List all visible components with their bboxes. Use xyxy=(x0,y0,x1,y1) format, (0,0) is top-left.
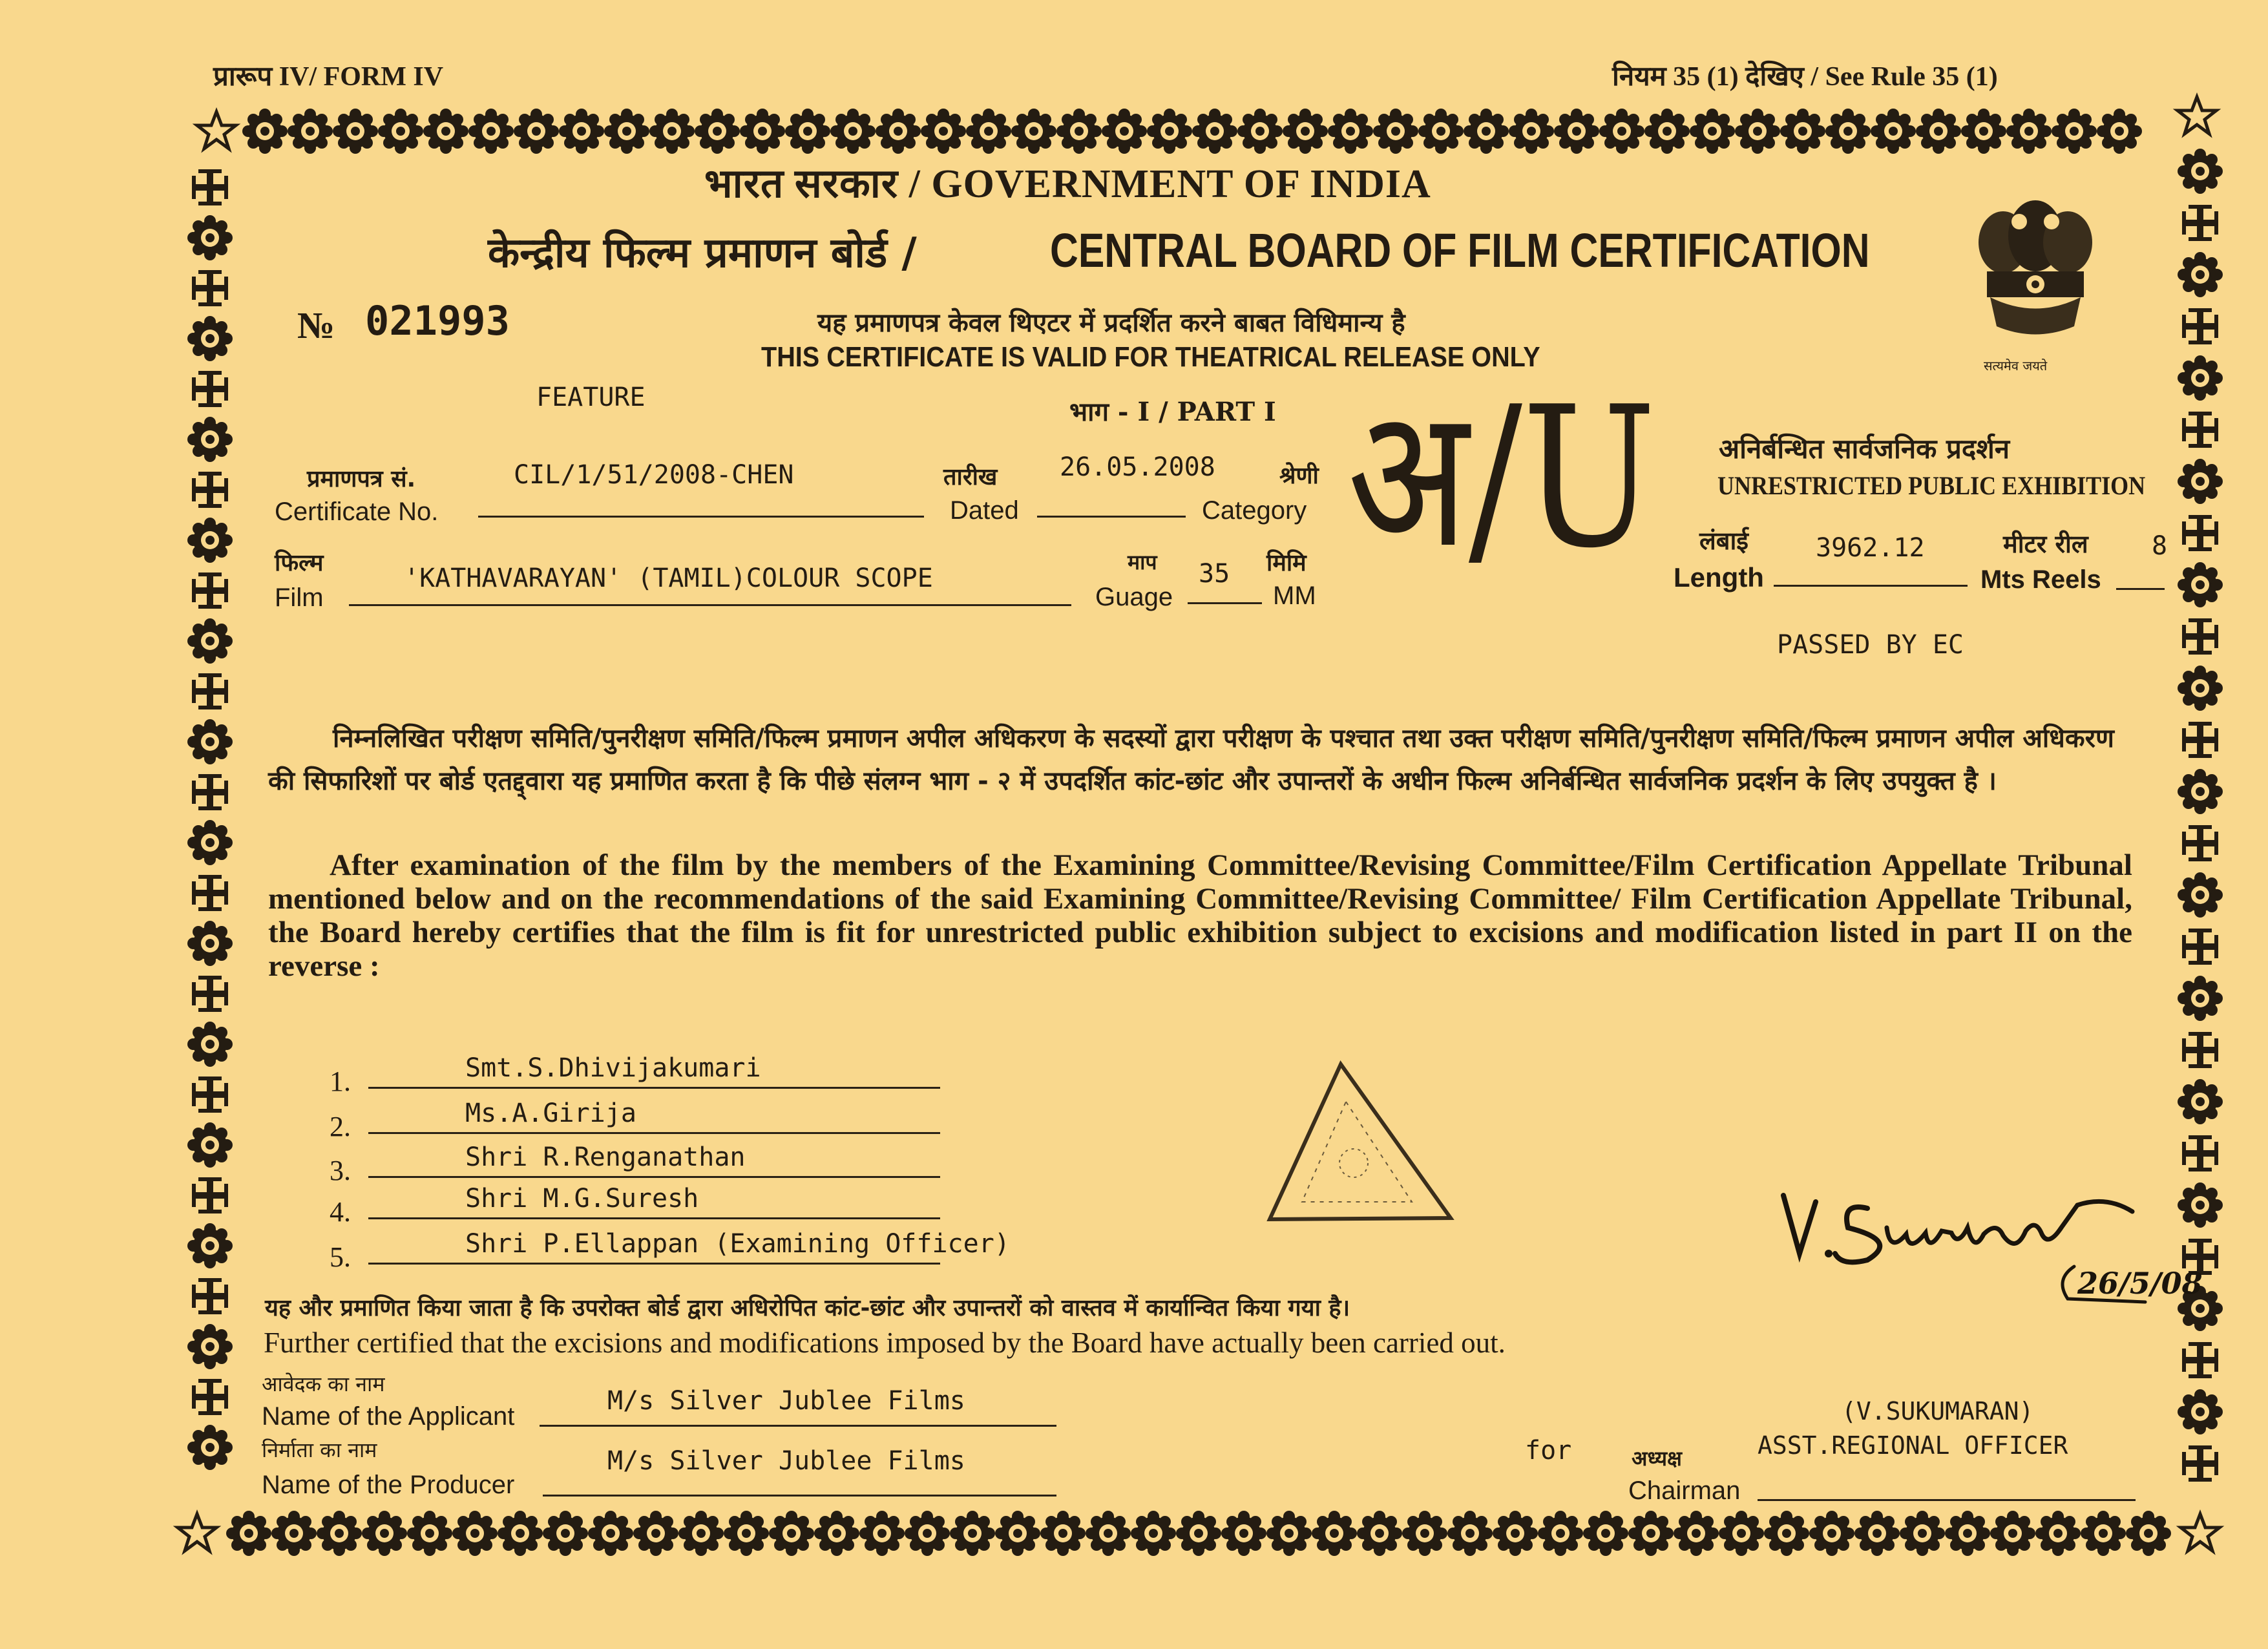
border-flower-icon xyxy=(407,1511,452,1556)
border-flower-icon xyxy=(2052,109,2097,154)
border-flower-icon xyxy=(921,109,966,154)
border-flower-icon xyxy=(2081,1511,2126,1556)
border-cross-icon xyxy=(2182,308,2218,344)
border-star-icon xyxy=(2178,97,2216,134)
validity-english: THIS CERTIFICATE IS VALID FOR THEATRICAL RELEASE ONLY xyxy=(761,341,1540,373)
border-flower-icon xyxy=(1825,109,1871,154)
border-flower-icon xyxy=(1900,1511,1945,1556)
border-flower-icon xyxy=(1402,1511,1447,1556)
government-title: भारत सरकार / GOVERNMENT OF INDIA xyxy=(704,162,1431,206)
member-number: 3. xyxy=(330,1155,351,1186)
certificate-no-value: CIL/1/51/2008-CHEN xyxy=(514,460,794,490)
border-flower-icon xyxy=(1312,1511,1357,1556)
border-flower-icon xyxy=(362,1511,407,1556)
border-flower-icon xyxy=(1509,109,1554,154)
border-flower-icon xyxy=(2006,109,2052,154)
border-flower-icon xyxy=(187,518,233,563)
gauge-value: 35 xyxy=(1199,559,1230,589)
border-flower-icon xyxy=(1990,1511,2035,1556)
border-flower-icon xyxy=(1011,109,1056,154)
member-name: Shri R.Renganathan xyxy=(465,1142,746,1172)
exhibition-english: UNRESTRICTED PUBLIC EXHIBITION xyxy=(1717,471,2146,500)
border-flower-icon xyxy=(1554,109,1599,154)
border-cross-icon xyxy=(192,673,228,709)
border-flower-icon xyxy=(1780,109,1825,154)
border-flower-icon xyxy=(1086,1511,1131,1556)
national-emblem-icon xyxy=(1964,191,2106,378)
border-cross-icon xyxy=(192,572,228,609)
border-flower-icon xyxy=(1583,1511,1628,1556)
member-number: 4. xyxy=(330,1196,351,1228)
border-cross-icon xyxy=(2182,205,2218,241)
border-flower-icon xyxy=(588,1511,633,1556)
gauge-label-english: Guage xyxy=(1095,583,1173,611)
border-flower-icon xyxy=(1599,109,1644,154)
border-flower-icon xyxy=(1945,1511,1990,1556)
film-value: 'KATHAVARAYAN' (TAMIL)COLOUR SCOPE xyxy=(404,563,933,593)
border-flower-icon xyxy=(2178,872,2223,918)
reels-value: 8 xyxy=(2152,531,2168,561)
member-number: 5. xyxy=(330,1241,351,1273)
triangle-stamp-icon xyxy=(1263,1056,1457,1228)
border-flower-icon xyxy=(1328,109,1373,154)
border-flower-icon xyxy=(769,1511,814,1556)
border-flower-icon xyxy=(2178,666,2223,711)
border-cross-icon xyxy=(2182,722,2218,758)
border-flower-icon xyxy=(740,109,785,154)
category-label-english: Category xyxy=(1202,496,1307,525)
border-flower-icon xyxy=(649,109,695,154)
rule-label: नियम 35 (1) देखिए / See Rule 35 (1) xyxy=(1612,62,1998,92)
member-number: 2. xyxy=(330,1111,351,1142)
border-flower-icon xyxy=(452,1511,498,1556)
length-label-english: Length xyxy=(1674,562,1764,593)
form-label: प्रारूप IV/ FORM IV xyxy=(213,62,444,92)
border-flower-icon xyxy=(2178,355,2223,401)
border-flower-icon xyxy=(1690,109,1735,154)
dated-value: 26.05.2008 xyxy=(1060,452,1215,482)
border-flower-icon xyxy=(1131,1511,1176,1556)
member-number: 1. xyxy=(330,1066,351,1097)
border-flower-icon xyxy=(333,109,378,154)
border-flower-icon xyxy=(2178,562,2223,607)
border-flower-icon xyxy=(242,109,288,154)
border-cross-icon xyxy=(192,1278,228,1314)
border-flower-icon xyxy=(1719,1511,1764,1556)
border-cross-icon xyxy=(192,774,228,810)
border-flower-icon xyxy=(785,109,830,154)
member-name: Shri M.G.Suresh xyxy=(465,1184,699,1213)
part-label: भाग - I / PART I xyxy=(1069,397,1276,427)
certificate-no-label-hindi: प्रमाणपत्र सं. xyxy=(307,466,416,492)
border-flower-icon xyxy=(187,921,233,966)
svg-text:26/5/08: 26/5/08 xyxy=(2077,1266,2203,1301)
border-flower-icon xyxy=(1221,1511,1266,1556)
border-flower-icon xyxy=(1674,1511,1719,1556)
border-flower-icon xyxy=(1102,109,1147,154)
border-flower-icon xyxy=(2126,1511,2171,1556)
border-flower-icon xyxy=(859,1511,905,1556)
mts-reels-english: Mts Reels xyxy=(1980,565,2101,594)
border-flower-icon xyxy=(187,1324,233,1369)
border-flower-icon xyxy=(187,417,233,462)
border-cross-icon xyxy=(192,472,228,508)
border-cross-icon xyxy=(2182,1032,2218,1068)
border-flower-icon xyxy=(2178,459,2223,504)
border-cross-icon xyxy=(2182,1135,2218,1171)
film-label-english: Film xyxy=(275,583,324,612)
border-flower-icon xyxy=(1147,109,1192,154)
border-cross-icon xyxy=(192,1077,228,1113)
border-flower-icon xyxy=(226,1511,271,1556)
dated-label-english: Dated xyxy=(950,496,1019,525)
border-flower-icon xyxy=(1237,109,1283,154)
border-cross-icon xyxy=(192,270,228,306)
border-flower-icon xyxy=(1447,1511,1493,1556)
border-flower-icon xyxy=(1266,1511,1312,1556)
border-flower-icon xyxy=(678,1511,724,1556)
border-flower-icon xyxy=(1040,1511,1086,1556)
border-flower-icon xyxy=(2178,1182,2223,1228)
signatory-name: (V.SUKUMARAN) xyxy=(1842,1397,2034,1425)
border-flower-icon xyxy=(966,109,1011,154)
border-flower-icon xyxy=(1644,109,1690,154)
border-flower-icon xyxy=(1916,109,1961,154)
border-flower-icon xyxy=(2178,1079,2223,1124)
body-english: After examination of the film by the members of the Examining Committee/Revising Committee/Film Certification Appellate Tribunal mentioned below and on the recommendations of the said Examining Committee/Revising Committee/ Film Certification Appellate Tribunal, the Board hereby certifies that the film is fit for unrestricted public exhibition subject to excisions and modification listed in part II on the reverse : xyxy=(268,848,2132,983)
border-flower-icon xyxy=(1373,109,1418,154)
border-flower-icon xyxy=(187,1223,233,1268)
border-flower-icon xyxy=(633,1511,678,1556)
border-flower-icon xyxy=(1056,109,1102,154)
border-flower-icon xyxy=(2035,1511,2081,1556)
border-cross-icon xyxy=(2182,412,2218,448)
border-flower-icon xyxy=(876,109,921,154)
producer-label-hindi: निर्माता का नाम xyxy=(262,1438,377,1462)
border-flower-icon xyxy=(1538,1511,1583,1556)
border-flower-icon xyxy=(1628,1511,1674,1556)
border-flower-icon xyxy=(378,109,423,154)
border-flower-icon xyxy=(2178,1389,2223,1434)
member-name: Ms.A.Girija xyxy=(465,1098,636,1128)
board-title-hindi: केन्द्रीय फिल्म प्रमाणन बोर्ड / xyxy=(488,229,917,277)
border-star-icon xyxy=(197,112,236,149)
mts-reels-hindi: मीटर रील xyxy=(2003,530,2088,558)
border-flower-icon xyxy=(830,109,876,154)
mm-label-english: MM xyxy=(1273,582,1316,610)
border-flower-icon xyxy=(2178,252,2223,297)
border-flower-icon xyxy=(950,1511,995,1556)
serial-prefix: № xyxy=(297,304,335,346)
for-label: for xyxy=(1525,1436,1572,1465)
signature-icon xyxy=(1770,1182,2203,1318)
border-flower-icon xyxy=(1735,109,1780,154)
emblem-motto: सत्यमेव जयते xyxy=(1984,358,2048,373)
border-cross-icon xyxy=(2182,515,2218,551)
border-cross-icon xyxy=(2182,1342,2218,1378)
validity-hindi: यह प्रमाणपत्र केवल थिएटर में प्रदर्शित करने बाबत विधिमान्य है xyxy=(817,308,1405,338)
border-flower-icon xyxy=(1764,1511,1809,1556)
border-flower-icon xyxy=(423,109,468,154)
border-flower-icon xyxy=(2178,976,2223,1021)
film-label-hindi: फिल्म xyxy=(275,550,324,576)
border-flower-icon xyxy=(468,109,514,154)
border-flower-icon xyxy=(1809,1511,1854,1556)
border-flower-icon xyxy=(2097,109,2142,154)
border-flower-icon xyxy=(995,1511,1040,1556)
border-flower-icon xyxy=(187,215,233,260)
border-flower-icon xyxy=(187,1122,233,1168)
border-flower-icon xyxy=(905,1511,950,1556)
border-star-icon xyxy=(178,1514,216,1551)
border-cross-icon xyxy=(192,875,228,911)
border-flower-icon xyxy=(1176,1511,1221,1556)
border-flower-icon xyxy=(814,1511,859,1556)
further-english: Further certified that the excisions and modifications imposed by the Board have actually been carried out. xyxy=(264,1327,1506,1359)
body-hindi: निम्नलिखित परीक्षण समिति/पुनरीक्षण समिति/फिल्म प्रमाणन अपील अधिकरण के सदस्यों द्वारा परीक्षण के पश्चात तथा उक्त परीक्षण समिति/पुनरीक्षण समिति/फिल्म प्रमाणन अपील अधिकरण की सिफारिशों पर बोर्ड एतद्द्वारा यह प्रमाणित करता है कि पीछे संलग्न भाग - २ में उपदर्शित कांट-छांट और उपान्तरों के अधीन फिल्म अनिर्बन्धित सार्वजनिक प्रदर्शन के लिए उपयुक्त है । xyxy=(268,724,2114,796)
border-flower-icon xyxy=(1283,109,1328,154)
category-mark: अ/U xyxy=(1347,365,1657,591)
border-flower-icon xyxy=(317,1511,362,1556)
further-hindi: यह और प्रमाणित किया जाता है कि उपरोक्त बोर्ड द्वारा अधिरोपित कांट-छांट और उपान्तरों को वास्तव में कार्यान्वित किया गया है। xyxy=(265,1295,1350,1321)
border-flower-icon xyxy=(559,109,604,154)
border-flower-icon xyxy=(543,1511,588,1556)
border-cross-icon xyxy=(192,169,228,205)
length-label-hindi: लंबाई xyxy=(1699,527,1748,555)
border-cross-icon xyxy=(2182,618,2218,655)
border-cross-icon xyxy=(192,976,228,1012)
applicant-value: M/s Silver Jublee Films xyxy=(607,1386,965,1416)
border-flower-icon xyxy=(187,1022,233,1067)
border-flower-icon xyxy=(1418,109,1464,154)
border-flower-icon xyxy=(2178,769,2223,814)
serial-number: 021993 xyxy=(365,297,510,344)
producer-value: M/s Silver Jublee Films xyxy=(607,1446,965,1476)
border-flower-icon xyxy=(498,1511,543,1556)
applicant-label-english: Name of the Applicant xyxy=(262,1402,515,1431)
board-title-english: CENTRAL BOARD OF FILM CERTIFICATION xyxy=(1050,224,1870,277)
signatory-designation: ASST.REGIONAL OFFICER xyxy=(1758,1431,2068,1460)
border-flower-icon xyxy=(1871,109,1916,154)
border-flower-icon xyxy=(1493,1511,1538,1556)
border-flower-icon xyxy=(187,316,233,361)
border-cross-icon xyxy=(2182,1445,2218,1482)
border-flower-icon xyxy=(724,1511,769,1556)
border-star-icon xyxy=(2181,1514,2220,1551)
category-label-hindi: श्रेणी xyxy=(1279,463,1319,489)
border-flower-icon xyxy=(1961,109,2006,154)
border-flower-icon xyxy=(514,109,559,154)
border-flower-icon xyxy=(271,1511,317,1556)
border-flower-icon xyxy=(187,618,233,664)
border-cross-icon xyxy=(192,1177,228,1213)
border-cross-icon xyxy=(2182,825,2218,861)
border-flower-icon xyxy=(1357,1511,1402,1556)
dated-label-hindi: तारीख xyxy=(943,464,998,490)
border-flower-icon xyxy=(187,820,233,865)
border-flower-icon xyxy=(1464,109,1509,154)
border-flower-icon xyxy=(604,109,649,154)
mm-label-hindi: मिमि xyxy=(1266,550,1307,576)
border-flower-icon xyxy=(695,109,740,154)
border-flower-icon xyxy=(187,1425,233,1470)
chairman-label-hindi: अध्यक्ष xyxy=(1632,1446,1682,1471)
border-flower-icon xyxy=(1192,109,1237,154)
chairman-label-english: Chairman xyxy=(1628,1476,1741,1505)
border-cross-icon xyxy=(2182,929,2218,965)
gauge-label-hindi: माप xyxy=(1128,550,1157,574)
border-flower-icon xyxy=(2178,149,2223,194)
feature-label: FEATURE xyxy=(536,383,646,412)
border-flower-icon xyxy=(187,719,233,764)
border-cross-icon xyxy=(192,1379,228,1415)
producer-label-english: Name of the Producer xyxy=(262,1471,515,1499)
exhibition-hindi: अनिर्बन्धित सार्वजनिक प्रदर्शन xyxy=(1719,433,2010,465)
border-flower-icon xyxy=(1854,1511,1900,1556)
member-name: Smt.S.Dhivijakumari xyxy=(465,1053,761,1083)
passed-by: PASSED BY EC xyxy=(1777,630,1964,660)
border-cross-icon xyxy=(192,371,228,407)
border-flower-icon xyxy=(288,109,333,154)
applicant-label-hindi: आवेदक का नाम xyxy=(262,1372,385,1396)
member-name: Shri P.Ellappan (Examining Officer) xyxy=(465,1229,1010,1259)
length-value: 3962.12 xyxy=(1816,533,1925,563)
certificate-no-label-english: Certificate No. xyxy=(275,498,439,526)
